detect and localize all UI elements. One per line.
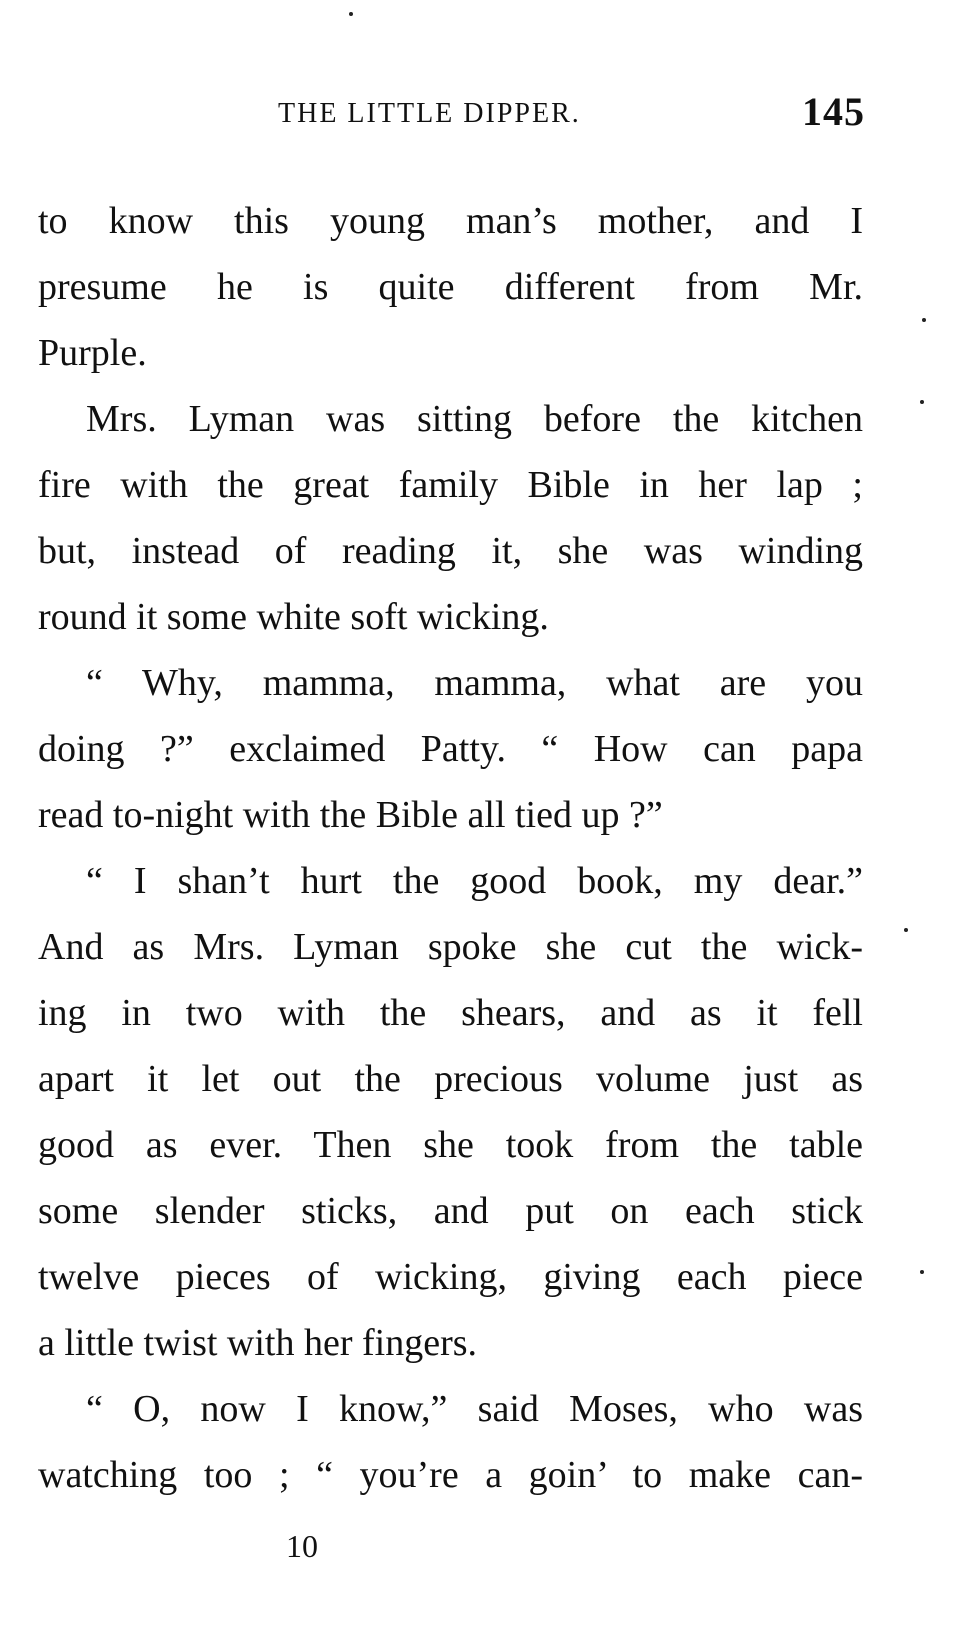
text-line: “ I shan’t hurt the good book, my dear.”: [86, 860, 863, 902]
print-speck: [349, 12, 353, 16]
print-speck: [920, 1270, 924, 1274]
text-line: read to-night with the Bible all tied up ?”: [38, 794, 663, 836]
text-line: ing in two with the shears, and as it fell: [38, 992, 863, 1034]
text-line: “ O, now I know,” said Moses, who was: [86, 1388, 863, 1430]
text-line: but, instead of reading it, she was winding: [38, 530, 863, 572]
print-speck: [920, 400, 924, 404]
text-line: presume he is quite different from Mr.: [38, 266, 863, 308]
signature-mark: 10: [286, 1528, 318, 1564]
page-header: [270, 88, 865, 134]
text-line: round it some white soft wicking.: [38, 596, 549, 638]
text-line: fire with the great family Bible in her lap ;: [38, 464, 863, 506]
running-title: THE LITTLE DIPPER.: [278, 98, 581, 129]
text-line: to know this young man’s mother, and I: [38, 200, 863, 242]
text-line: Mrs. Lyman was sitting before the kitchen: [86, 398, 863, 440]
text-line: doing ?” exclaimed Patty. “ How can papa: [38, 728, 863, 770]
text-line: some slender sticks, and put on each stick: [38, 1190, 863, 1232]
text-line: watching too ; “ you’re a goin’ to make can-: [38, 1454, 863, 1496]
text-line: twelve pieces of wicking, giving each piece: [38, 1256, 863, 1298]
print-speck: [922, 318, 926, 322]
print-speck: [904, 928, 908, 932]
text-line: Purple.: [38, 332, 147, 374]
text-line: And as Mrs. Lyman spoke she cut the wick-: [38, 926, 863, 968]
body-text: [38, 188, 863, 1508]
text-line: “ Why, mamma, mamma, what are you: [86, 662, 863, 704]
text-line: apart it let out the precious volume just as: [38, 1058, 863, 1100]
text-line: good as ever. Then she took from the table: [38, 1124, 863, 1166]
page-number: 145: [802, 89, 865, 134]
text-line: a little twist with her fingers.: [38, 1322, 478, 1364]
